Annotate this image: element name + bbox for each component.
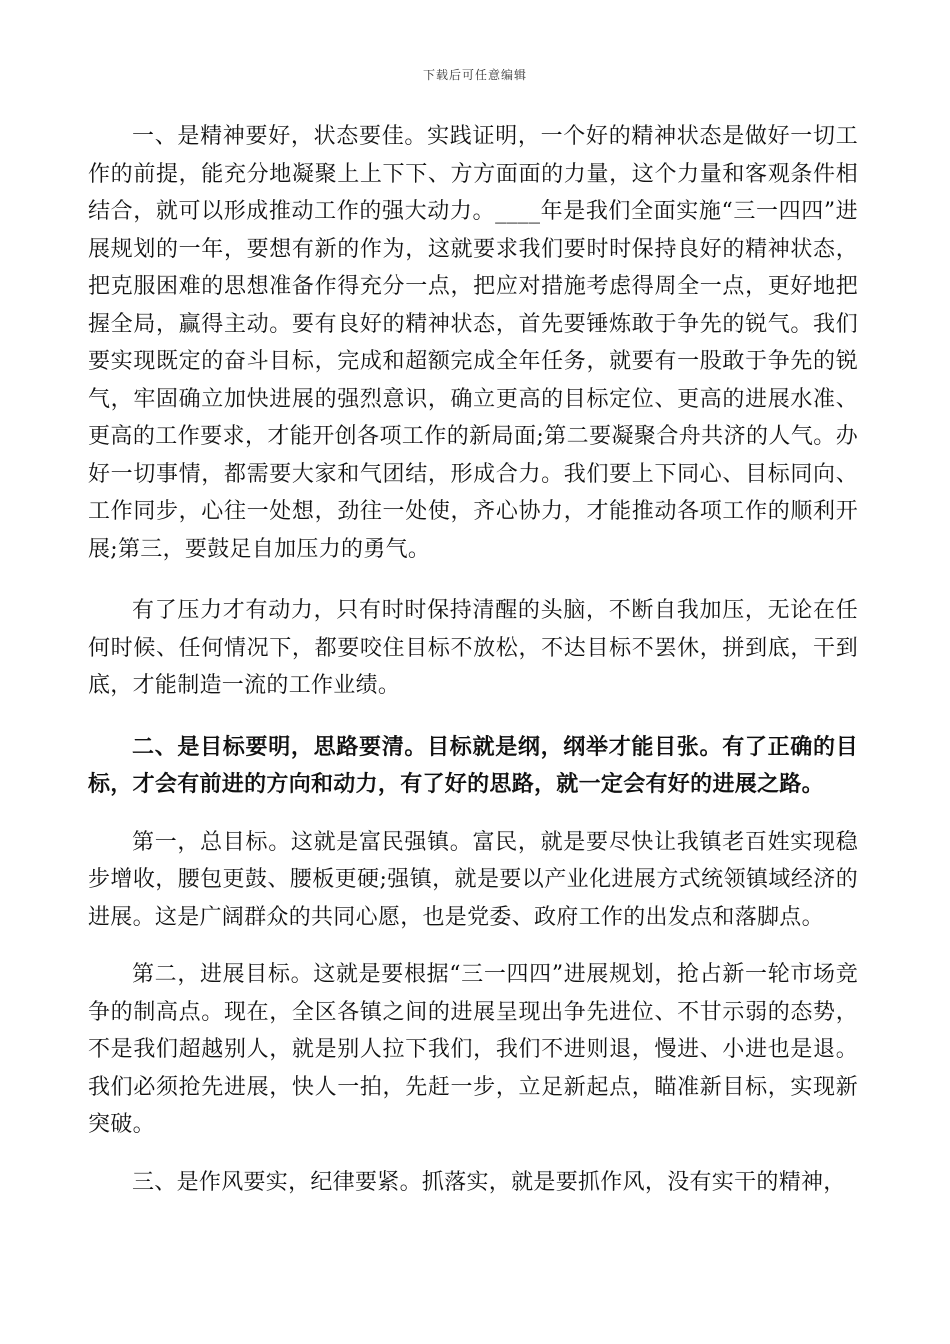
paragraph-overall-goal: 第一，总目标。这就是富民强镇。富民，就是要尽快让我镇老百姓实现稳步增收，腰包更鼓、腰板更硬;强镇，就是要以产业化进展方式统领镇域经济的进展。这是广阔群众的共同心愿，也是党委、政府工作的出发点和落脚点。 — [88, 829, 858, 930]
paragraph-goals-heading: 二、是目标要明，思路要清。目标就是纲，纲举才能目张。有了正确的目标，才会有前进的方向和动力，有了好的思路，就一定会有好的进展之路。 — [88, 733, 858, 797]
paragraph-development-goal: 第二，进展目标。这就是要根据“三一四四”进展规划，抢占新一轮市场竞争的制高点。现在，全区各镇之间的进展呈现出争先进位、不甘示弱的态势，不是我们超越别人，就是别人拉下我们，我们不进则退，慢进、小进也是退。我们必须抢先进展，快人一拍，先赶一步，立足新起点，瞄准新目标，实现新突破。 — [88, 962, 858, 1137]
paragraph-pressure: 有了压力才有动力，只有时时保持清醒的头脑，不断自我加压，无论在任何时候、任何情况下，都要咬住目标不放松，不达目标不罢休，拼到底，干到底，才能制造一流的工作业绩。 — [88, 598, 858, 698]
paragraph-work-style: 三、是作风要实，纪律要紧。抓落实，就是要抓作风，没有实干的精神， — [132, 1169, 846, 1195]
document-body — [88, 118, 858, 1201]
page-header: 下载后可任意编辑 — [422, 68, 527, 82]
paragraph-spirit: 一、是精神要好，状态要佳。实践证明，一个好的精神状态是做好一切工作的前提，能充分地凝聚上上下下、方方面面的力量，这个力量和客观条件相结合，就可以形成推动工作的强大动力。____年是我们全面实施“三一四四”进展规划的一年，要想有新的作为，这就要求我们要时时保持良好的精神状态，把克服困难的思想准备作得充分一点，把应对措施考虑得周全一点，更好地把握全局，赢得主动。要有良好的精神状态，首先要锤炼敢于争先的锐气。我们要实现既定的奋斗目标，完成和超额完成全年任务，就要有一股敢于争先的锐气，牢固确立加快进展的强烈意识，确立更高的目标定位、更高的进展水准、更高的工作要求，才能开创各项工作的新局面;第二要凝聚合舟共济的人气。办好一切事情，都需要大家和气团结，形成合力。我们要上下同心、目标同向、工作同步，心往一处想，劲往一处使，齐心协力，才能推动各项工作的顺利开展;第三，要鼓足自加压力的勇气。 — [88, 124, 858, 562]
